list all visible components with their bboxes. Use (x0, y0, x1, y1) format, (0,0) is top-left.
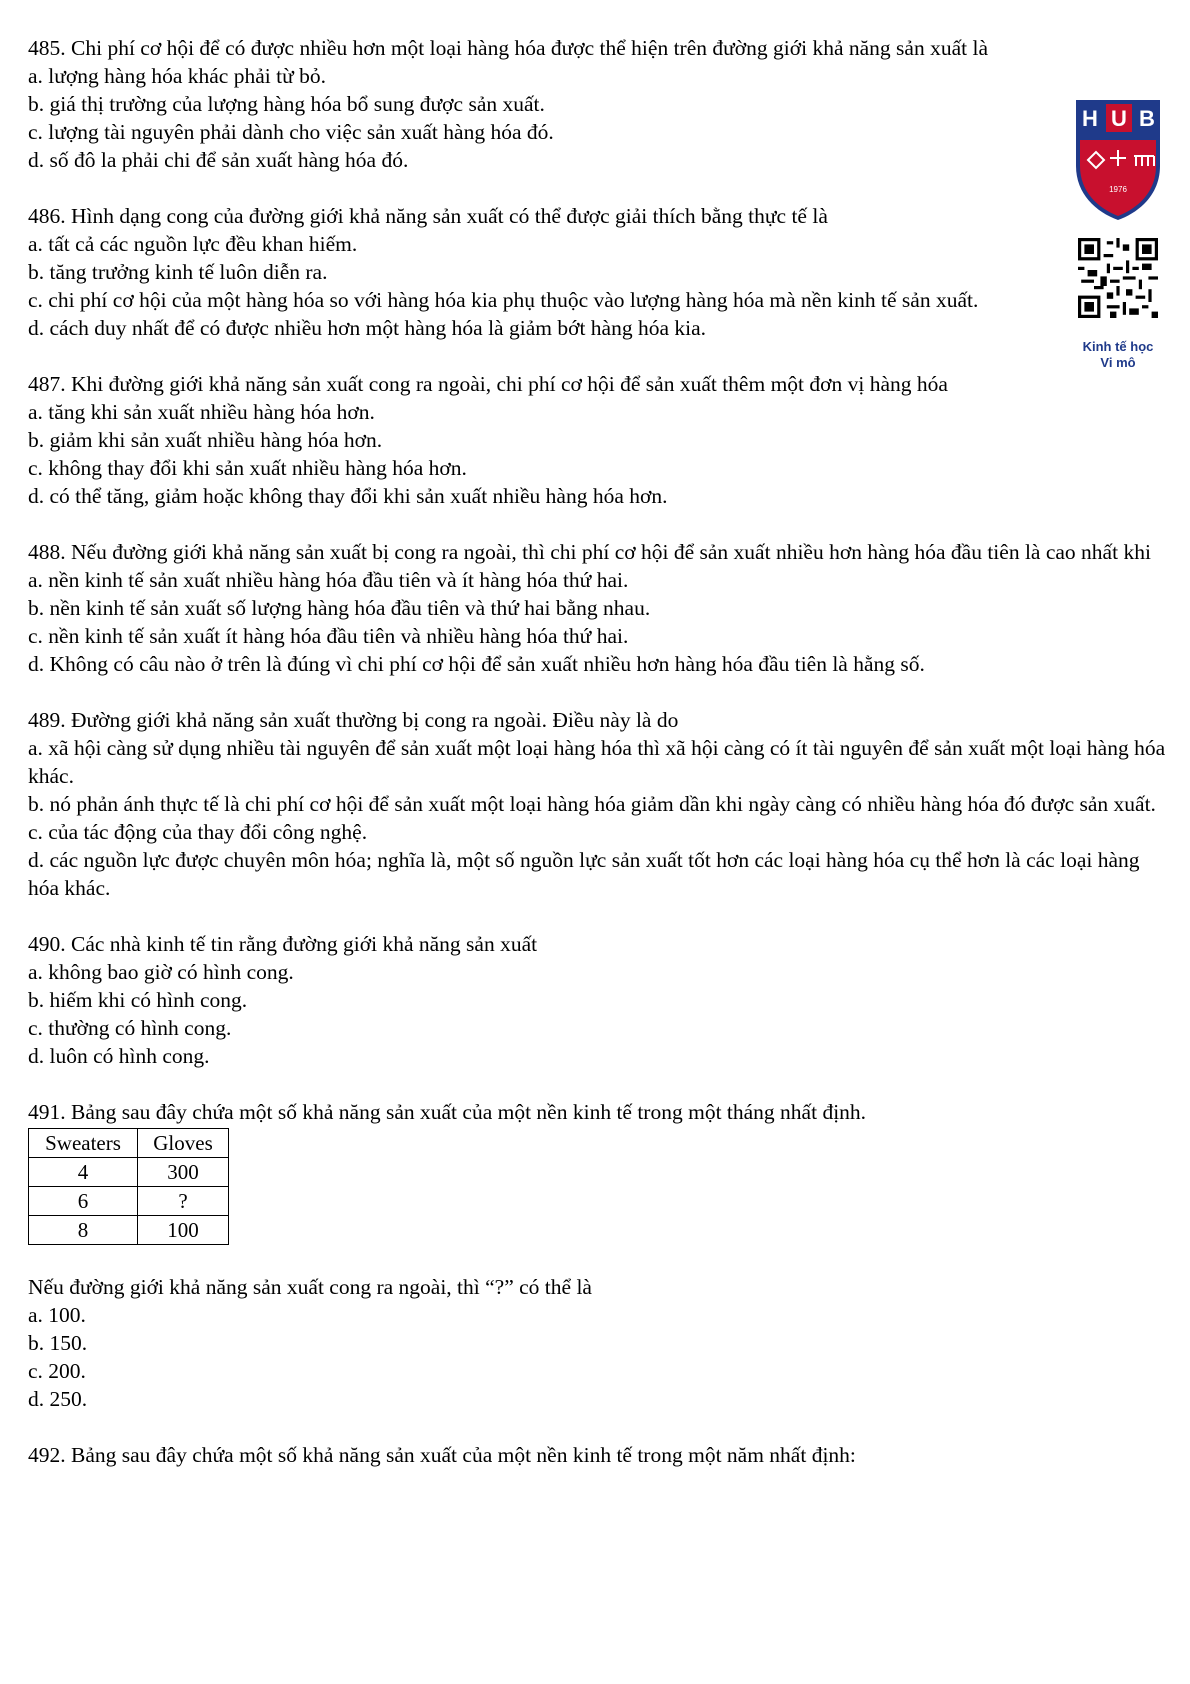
answer-option: a. không bao giờ có hình cong. (28, 960, 294, 984)
answer-option: b. tăng trưởng kinh tế luôn diễn ra. (28, 260, 328, 284)
caption-line: Kinh tế học (1082, 339, 1154, 354)
answer-option: a. nền kinh tế sản xuất nhiều hàng hóa đầu tiên và ít hàng hóa thứ hai. (28, 568, 629, 592)
column-header: Sweaters (29, 1129, 138, 1158)
question-486 (28, 202, 1168, 342)
question-stem: 485. Chi phí cơ hội để có được nhiều hơn một loại hàng hóa được thể hiện trên đường giới khả năng sản xuất là (28, 36, 988, 60)
table-cell: 6 (29, 1187, 138, 1216)
production-possibilities-table (28, 1128, 229, 1245)
answer-option: b. nền kinh tế sản xuất số lượng hàng hóa đầu tiên và thứ hai bằng nhau. (28, 596, 651, 620)
answer-option: a. 100. (28, 1303, 86, 1327)
svg-text:H: H (1082, 106, 1098, 131)
answer-option: d. luôn có hình cong. (28, 1044, 210, 1068)
question-485 (28, 34, 1168, 174)
question-490 (28, 930, 1168, 1070)
qr-code-icon (1078, 238, 1158, 318)
caption-line: Vi mô (1100, 355, 1136, 370)
question-stem: 488. Nếu đường giới khả năng sản xuất bị cong ra ngoài, thì chi phí cơ hội để sản xuất nhiều hơn hàng hóa đầu tiên là cao nhất khi (28, 540, 1151, 564)
question-list (28, 34, 1168, 1469)
table-cell: ? (138, 1187, 229, 1216)
question-492 (28, 1441, 1168, 1469)
answer-option: b. giá thị trường của lượng hàng hóa bổ sung được sản xuất. (28, 92, 545, 116)
question-487 (28, 370, 1168, 510)
question-488 (28, 538, 1168, 678)
table-cell: 300 (138, 1158, 229, 1187)
table-cell: 8 (29, 1216, 138, 1245)
answer-option: d. có thể tăng, giảm hoặc không thay đổi khi sản xuất nhiều hàng hóa hơn. (28, 484, 668, 508)
question-489 (28, 706, 1168, 902)
svg-text:1976: 1976 (1109, 185, 1127, 194)
logo-caption (1064, 339, 1172, 371)
answer-option: b. hiếm khi có hình cong. (28, 988, 248, 1012)
question-stem: 486. Hình dạng cong của đường giới khả năng sản xuất có thể được giải thích bằng thực tế là (28, 204, 828, 228)
question-491 (28, 1098, 1168, 1413)
answer-option: d. 250. (28, 1387, 88, 1411)
table-cell: 100 (138, 1216, 229, 1245)
answer-option: c. không thay đổi khi sản xuất nhiều hàng hóa hơn. (28, 456, 467, 480)
column-header: Gloves (138, 1129, 229, 1158)
answer-option: b. giảm khi sản xuất nhiều hàng hóa hơn. (28, 428, 383, 452)
question-stem: 489. Đường giới khả năng sản xuất thường bị cong ra ngoài. Điều này là do (28, 708, 679, 732)
question-stem: 492. Bảng sau đây chứa một số khả năng sản xuất của một nền kinh tế trong một năm nhất định: (28, 1443, 856, 1467)
answer-option: c. của tác động của thay đổi công nghệ. (28, 820, 368, 844)
answer-option: a. tất cả các nguồn lực đều khan hiếm. (28, 232, 358, 256)
answer-option: d. số đô la phải chi để sản xuất hàng hóa đó. (28, 148, 409, 172)
question-prompt: Nếu đường giới khả năng sản xuất cong ra ngoài, thì “?” có thể là (28, 1275, 592, 1299)
answer-option: d. các nguồn lực được chuyên môn hóa; nghĩa là, một số nguồn lực sản xuất tốt hơn các loại hàng hóa cụ thể hơn là các loại hàng hóa khác. (28, 848, 1140, 900)
table-row (29, 1158, 229, 1187)
answer-option: d. Không có câu nào ở trên là đúng vì chi phí cơ hội để sản xuất nhiều hơn hàng hóa đầu tiên là hằng số. (28, 652, 925, 676)
table-row (29, 1216, 229, 1245)
answer-option: d. cách duy nhất để có được nhiều hơn một hàng hóa là giảm bớt hàng hóa kia. (28, 316, 707, 340)
answer-option: c. chi phí cơ hội của một hàng hóa so với hàng hóa kia phụ thuộc vào lượng hàng hóa mà nền kinh tế sản xuất. (28, 288, 979, 312)
answer-option: a. lượng hàng hóa khác phải từ bỏ. (28, 64, 326, 88)
answer-option: c. 200. (28, 1359, 86, 1383)
table-row (29, 1187, 229, 1216)
answer-option: c. lượng tài nguyên phải dành cho việc sản xuất hàng hóa đó. (28, 120, 554, 144)
table-header-row (29, 1129, 229, 1158)
hub-logo (1070, 96, 1166, 222)
answer-option: c. nền kinh tế sản xuất ít hàng hóa đầu tiên và nhiều hàng hóa thứ hai. (28, 624, 629, 648)
answer-option: a. xã hội càng sử dụng nhiều tài nguyên để sản xuất một loại hàng hóa thì xã hội càng có ít tài nguyên để sản xuất một loại hàng hóa khác. (28, 736, 1166, 788)
answer-option: b. 150. (28, 1331, 88, 1355)
hub-shield-logo (1070, 96, 1166, 222)
question-stem: 490. Các nhà kinh tế tin rằng đường giới khả năng sản xuất (28, 932, 538, 956)
question-stem: 487. Khi đường giới khả năng sản xuất cong ra ngoài, chi phí cơ hội để sản xuất thêm một đơn vị hàng hóa (28, 372, 948, 396)
answer-option: c. thường có hình cong. (28, 1016, 232, 1040)
table-cell: 4 (29, 1158, 138, 1187)
svg-text:B: B (1139, 106, 1155, 131)
svg-text:U: U (1111, 106, 1127, 131)
answer-option: b. nó phản ánh thực tế là chi phí cơ hội để sản xuất một loại hàng hóa giảm dần khi ngày càng có nhiều hàng hóa đó được sản xuất. (28, 792, 1156, 816)
answer-option: a. tăng khi sản xuất nhiều hàng hóa hơn. (28, 400, 375, 424)
question-stem: 491. Bảng sau đây chứa một số khả năng sản xuất của một nền kinh tế trong một tháng nhất định. (28, 1100, 867, 1124)
